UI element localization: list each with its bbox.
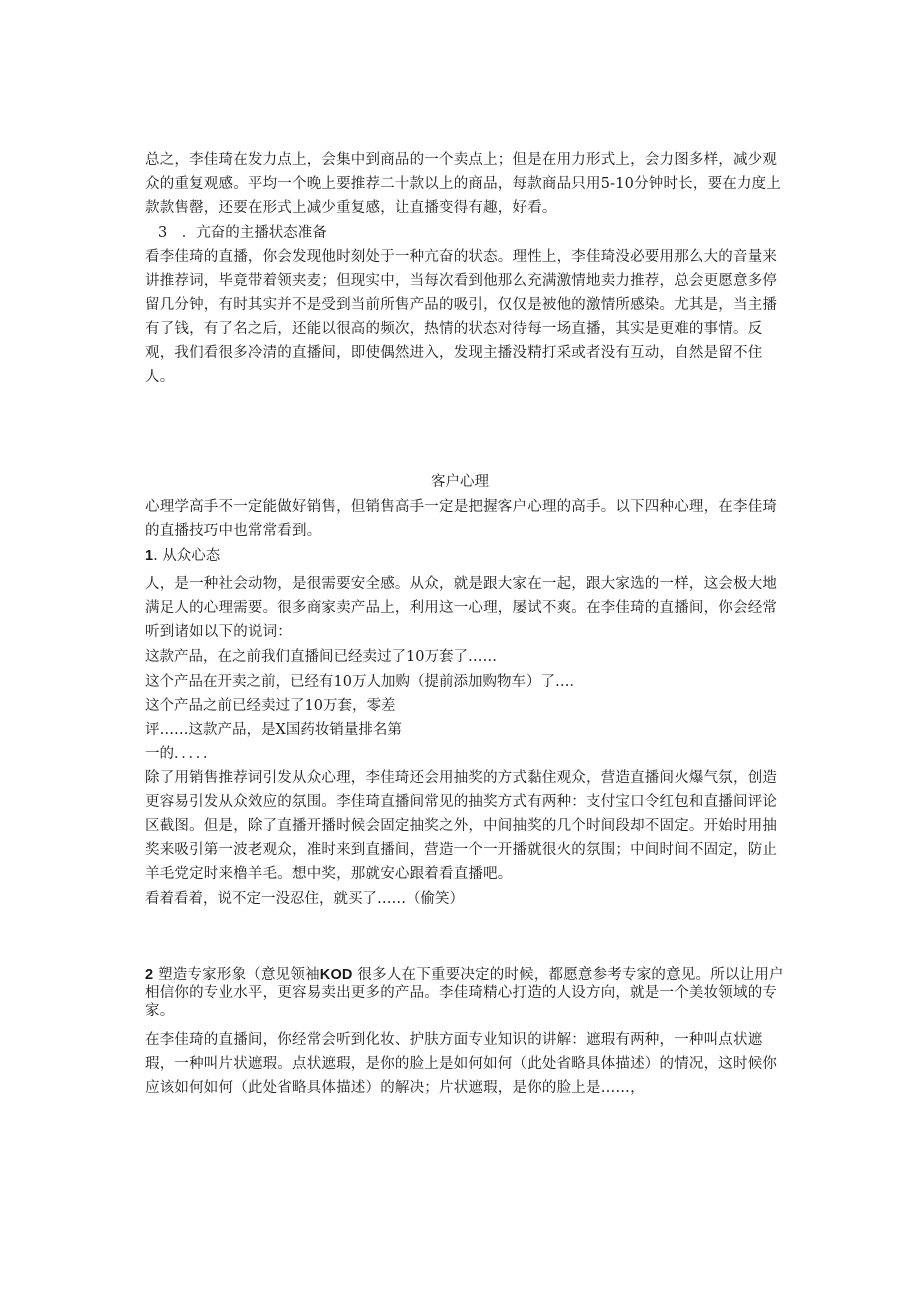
quote-line-2: 这个产品在开卖之前，已经有10万人加购（提前添加购物车）了…．	[145, 674, 584, 690]
paragraph-bought-it: 看着看着，说不定一没忍住，就买了……（偷笑）	[145, 891, 464, 907]
paragraph-expert-image: 很多人在下重要决定的时候，都愿意参考专家的意见。所以让用户相信你的专业水平，更容易卖出更多的产品。李佳琦精心打造的人设方向，就是一个美妆领域的专家。	[145, 967, 784, 1019]
paragraph-concealer: 在李佳琦的直播间，你经常会听到化妆、护肤方面专业知识的讲解：遮瑕有两种，一种叫点状遮瑕，一种叫片状遮瑕。点状遮瑕，是你的脸上是如何如何（此处省略具体描述）的情况，这时候你应该如何如何（此处省略具体描述）的解决；片状遮瑕，是你的脸上是……，	[145, 1032, 778, 1096]
heading-1-number: 1	[145, 548, 154, 564]
heading-2-expert-image	[145, 966, 785, 1020]
quote-line-3b: 评……这款产品，是X国药妆销量排名第	[145, 722, 402, 738]
paragraph-excited-state: 看李佳琦的直播，你会发现他时刻处于一种亢奋的状态。理性上，李佳琦没必要用那么大的音量来讲推荐词，毕竟带着领夹麦；但现实中，当每次看到他那么充满激情地卖力推荐，总会更愿意多停留几分钟，有时其实并不是受到当前所售产品的吸引，仅仅是被他的激情所感染。尤其是，当主播有了钱，有了名之后，还能以很高的频次，热情的状态对待每一场直播，其实是更难的事情。反观，我们看很多冷清的直播间，即使偶然进入，发现主播没精打采或者没有互动，自然是留不住人。	[145, 249, 778, 385]
section-title-customer-psychology: 客户心理	[431, 474, 489, 490]
kod-label: KOD	[319, 967, 353, 983]
paragraph-herd-mentality: 人，是一种社会动物，是很需要安全感。从众，就是跟大家在一起，跟大家选的一样，这会极大地满足人的心理需要。很多商家卖产品上，利用这一心理，屡试不爽。在李佳琦的直播间，你会经常听到诸如以下的说词：	[145, 576, 778, 640]
paragraph-summary: 总之，李佳琦在发力点上，会集中到商品的一个卖点上；但是在用力形式上，会力图多样，减少观众的重复观感。平均一个晚上要推荐二十款以上的商品，每款商品只用5-10分钟时长，要在力度上款款售罄，还要在形式上减少重复感，让直播变得有趣，好看。	[145, 152, 782, 216]
quote-line-3a: 这个产品之前已经卖过了10万套，零差	[145, 698, 396, 714]
heading-2-number: 2	[145, 967, 154, 983]
heading-3-streamer-state: 3 ．亢奋的主播状态准备	[158, 225, 327, 241]
heading-1-herd-mentality	[145, 544, 220, 568]
heading-1-title: . 从众心态	[153, 548, 221, 564]
paragraph-lottery: 除了用销售推荐词引发从众心理，李佳琦还会用抽奖的方式黏住观众，营造直播间火爆气氛，创造更容易引发从众效应的氛围。李佳琦直播间常见的抽奖方式有两种：支付宝口令红包和直播间评论区截图。但是，除了直播开播时候会固定抽奖之外，中间抽奖的几个时间段却不固定。开始时用抽奖来吸引第一波老观众，准时来到直播间，营造一个一开播就很火的氛围；中间时间不固定，防止羊毛党定时来橹羊毛。想中奖，那就安心跟着看直播吧。	[145, 770, 778, 882]
paragraph-psychology-intro: 心理学高手不一定能做好销售，但销售高手一定是把握客户心理的高手。以下四种心理，在李佳琦的直播技巧中也常常看到。	[145, 499, 778, 539]
quote-line-3c: 一的．．．．．	[145, 746, 218, 762]
heading-2-title: 塑造专家形象（意见领袖	[158, 967, 320, 983]
quote-line-1: 这款产品，在之前我们直播间已经卖过了10万套了……	[145, 649, 497, 665]
